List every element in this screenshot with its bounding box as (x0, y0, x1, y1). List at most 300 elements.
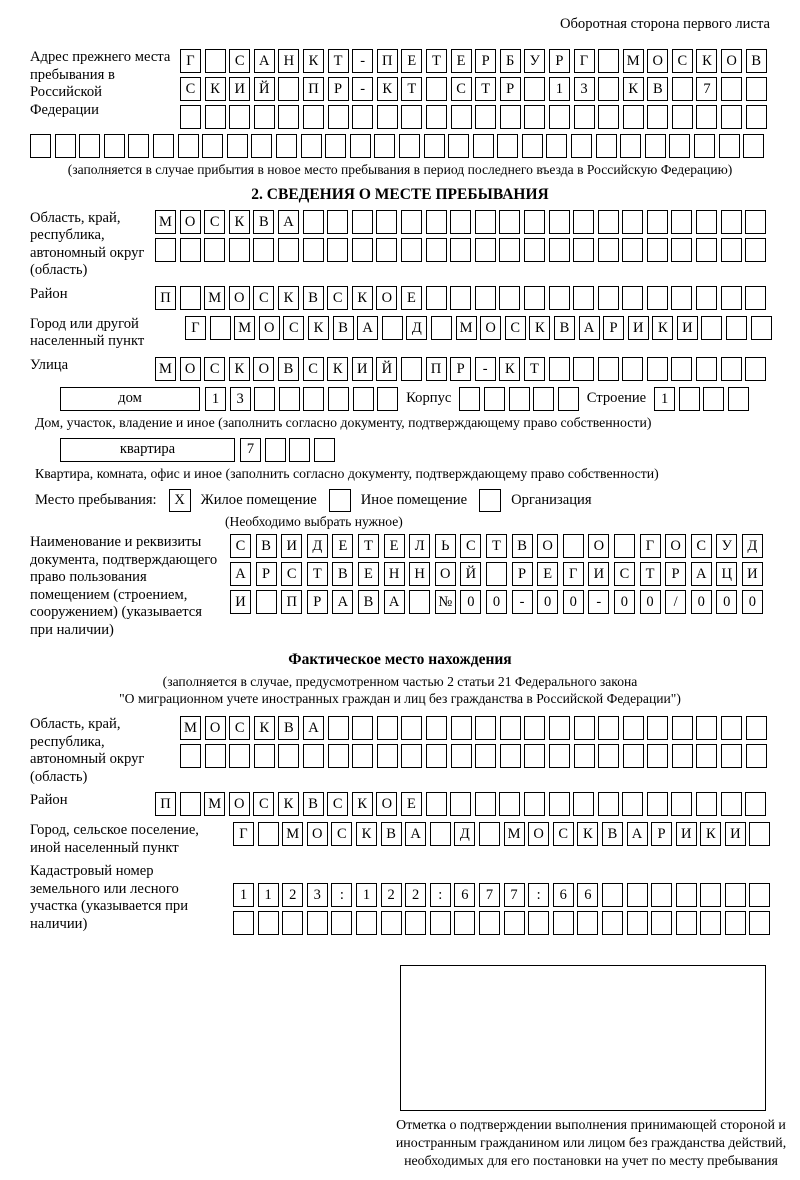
char-box[interactable] (602, 911, 623, 935)
char-box[interactable] (256, 590, 277, 614)
char-box[interactable]: К (356, 822, 377, 846)
char-box[interactable] (325, 134, 346, 158)
char-box[interactable]: Р (603, 316, 624, 340)
char-box[interactable] (497, 134, 518, 158)
char-box[interactable]: С (451, 77, 472, 101)
char-box[interactable] (558, 387, 579, 411)
char-box[interactable] (450, 792, 471, 816)
char-box[interactable]: П (377, 49, 398, 73)
char-box[interactable] (721, 77, 742, 101)
char-box[interactable]: А (384, 590, 405, 614)
char-box[interactable]: Ц (716, 562, 737, 586)
char-box[interactable]: В (554, 316, 575, 340)
char-box[interactable] (424, 134, 445, 158)
char-box[interactable]: 3 (574, 77, 595, 101)
char-box[interactable] (574, 105, 595, 129)
char-box[interactable] (450, 210, 471, 234)
char-box[interactable]: К (278, 286, 299, 310)
char-box[interactable] (524, 105, 545, 129)
char-box[interactable]: Р (256, 562, 277, 586)
char-box[interactable] (180, 105, 201, 129)
char-box[interactable]: А (303, 716, 324, 740)
char-box[interactable]: С (230, 534, 251, 558)
char-box[interactable]: А (278, 210, 299, 234)
char-box[interactable]: - (352, 49, 373, 73)
char-box[interactable] (721, 210, 742, 234)
char-box[interactable]: - (512, 590, 533, 614)
char-box[interactable]: А (627, 822, 648, 846)
char-box[interactable] (278, 238, 299, 262)
char-box[interactable]: О (537, 534, 558, 558)
char-box[interactable] (409, 590, 430, 614)
char-box[interactable] (596, 134, 617, 158)
char-box[interactable]: И (628, 316, 649, 340)
char-box[interactable]: Г (574, 49, 595, 73)
char-box[interactable]: Н (384, 562, 405, 586)
char-box[interactable]: О (528, 822, 549, 846)
char-box[interactable]: М (234, 316, 255, 340)
char-box[interactable]: 1 (549, 77, 570, 101)
residential-checkbox[interactable]: X (169, 489, 191, 512)
char-box[interactable] (614, 534, 635, 558)
char-box[interactable]: С (180, 77, 201, 101)
char-box[interactable]: С (229, 49, 250, 73)
char-box[interactable]: 3 (307, 883, 328, 907)
char-box[interactable] (426, 716, 447, 740)
char-box[interactable] (671, 210, 692, 234)
char-box[interactable] (251, 134, 272, 158)
char-box[interactable] (401, 357, 422, 381)
char-box[interactable]: Р (549, 49, 570, 73)
char-box[interactable] (352, 716, 373, 740)
char-box[interactable] (350, 134, 371, 158)
char-box[interactable] (479, 911, 500, 935)
char-box[interactable]: Й (376, 357, 397, 381)
char-box[interactable]: Е (384, 534, 405, 558)
char-box[interactable]: 0 (742, 590, 763, 614)
char-box[interactable]: О (376, 792, 397, 816)
char-box[interactable] (549, 286, 570, 310)
char-box[interactable] (381, 911, 402, 935)
organization-checkbox[interactable] (479, 489, 501, 512)
char-box[interactable] (289, 438, 310, 462)
char-box[interactable] (500, 105, 521, 129)
char-box[interactable]: К (499, 357, 520, 381)
char-box[interactable]: 1 (233, 883, 254, 907)
char-box[interactable] (303, 105, 324, 129)
char-box[interactable]: Ь (435, 534, 456, 558)
char-box[interactable]: К (254, 716, 275, 740)
char-box[interactable] (671, 357, 692, 381)
char-box[interactable]: К (529, 316, 550, 340)
char-box[interactable]: В (381, 822, 402, 846)
char-box[interactable]: Р (512, 562, 533, 586)
char-box[interactable]: В (253, 210, 274, 234)
char-box[interactable] (459, 387, 480, 411)
char-box[interactable] (30, 134, 51, 158)
char-box[interactable] (258, 822, 279, 846)
char-box[interactable] (745, 238, 766, 262)
char-box[interactable] (751, 316, 772, 340)
char-box[interactable]: Д (307, 534, 328, 558)
char-box[interactable] (645, 134, 666, 158)
char-box[interactable]: О (180, 357, 201, 381)
char-box[interactable] (180, 792, 201, 816)
char-box[interactable]: Е (401, 49, 422, 73)
char-box[interactable] (278, 744, 299, 768)
char-box[interactable]: В (303, 286, 324, 310)
char-box[interactable]: К (696, 49, 717, 73)
char-box[interactable] (647, 744, 668, 768)
char-box[interactable] (258, 911, 279, 935)
char-box[interactable] (522, 134, 543, 158)
char-box[interactable]: О (229, 792, 250, 816)
char-box[interactable] (475, 744, 496, 768)
char-box[interactable] (352, 210, 373, 234)
char-box[interactable] (728, 387, 749, 411)
char-box[interactable]: Р (450, 357, 471, 381)
char-box[interactable]: У (716, 534, 737, 558)
char-box[interactable] (745, 792, 766, 816)
char-box[interactable] (745, 357, 766, 381)
char-box[interactable]: В (278, 716, 299, 740)
char-box[interactable] (622, 238, 643, 262)
char-box[interactable]: О (721, 49, 742, 73)
char-box[interactable]: А (357, 316, 378, 340)
char-box[interactable]: Т (486, 534, 507, 558)
char-box[interactable] (721, 286, 742, 310)
char-box[interactable] (598, 77, 619, 101)
char-box[interactable] (484, 387, 505, 411)
char-box[interactable] (725, 911, 746, 935)
char-box[interactable]: К (377, 77, 398, 101)
char-box[interactable]: О (588, 534, 609, 558)
char-box[interactable] (356, 911, 377, 935)
char-box[interactable] (377, 716, 398, 740)
char-box[interactable] (746, 716, 767, 740)
char-box[interactable]: И (677, 316, 698, 340)
char-box[interactable] (598, 49, 619, 73)
char-box[interactable] (448, 134, 469, 158)
char-box[interactable] (524, 744, 545, 768)
char-box[interactable] (746, 77, 767, 101)
char-box[interactable] (204, 238, 225, 262)
char-box[interactable]: А (254, 49, 275, 73)
char-box[interactable] (647, 792, 668, 816)
char-box[interactable] (573, 210, 594, 234)
char-box[interactable] (696, 792, 717, 816)
char-box[interactable] (180, 238, 201, 262)
char-box[interactable]: Р (500, 77, 521, 101)
char-box[interactable] (475, 286, 496, 310)
char-box[interactable] (671, 792, 692, 816)
char-box[interactable]: О (229, 286, 250, 310)
char-box[interactable] (549, 210, 570, 234)
char-box[interactable] (745, 210, 766, 234)
char-box[interactable]: / (665, 590, 686, 614)
char-box[interactable] (401, 716, 422, 740)
char-box[interactable]: 7 (504, 883, 525, 907)
char-box[interactable] (719, 134, 740, 158)
char-box[interactable]: П (155, 286, 176, 310)
char-box[interactable] (549, 716, 570, 740)
char-box[interactable]: Е (332, 534, 353, 558)
char-box[interactable] (672, 77, 693, 101)
char-box[interactable] (401, 105, 422, 129)
char-box[interactable]: И (742, 562, 763, 586)
char-box[interactable] (278, 77, 299, 101)
char-box[interactable]: С (283, 316, 304, 340)
char-box[interactable] (303, 210, 324, 234)
char-box[interactable] (377, 105, 398, 129)
char-box[interactable]: О (180, 210, 201, 234)
char-box[interactable]: Е (401, 286, 422, 310)
char-box[interactable]: 0 (563, 590, 584, 614)
char-box[interactable] (399, 134, 420, 158)
char-box[interactable] (451, 105, 472, 129)
char-box[interactable]: Г (640, 534, 661, 558)
char-box[interactable]: М (155, 210, 176, 234)
char-box[interactable] (725, 883, 746, 907)
char-box[interactable]: 6 (577, 883, 598, 907)
char-box[interactable] (573, 286, 594, 310)
char-box[interactable]: В (303, 792, 324, 816)
char-box[interactable]: С (303, 357, 324, 381)
char-box[interactable] (479, 822, 500, 846)
char-box[interactable] (426, 744, 447, 768)
char-box[interactable] (426, 77, 447, 101)
char-box[interactable]: - (588, 590, 609, 614)
char-box[interactable] (549, 238, 570, 262)
char-box[interactable]: М (504, 822, 525, 846)
char-box[interactable] (205, 105, 226, 129)
char-box[interactable] (700, 883, 721, 907)
char-box[interactable] (743, 134, 764, 158)
char-box[interactable] (696, 716, 717, 740)
char-box[interactable] (669, 134, 690, 158)
char-box[interactable] (426, 238, 447, 262)
char-box[interactable]: 6 (553, 883, 574, 907)
char-box[interactable]: К (205, 77, 226, 101)
char-box[interactable]: М (180, 716, 201, 740)
char-box[interactable] (486, 562, 507, 586)
char-box[interactable] (651, 883, 672, 907)
char-box[interactable] (430, 822, 451, 846)
char-box[interactable]: Р (665, 562, 686, 586)
char-box[interactable]: 7 (479, 883, 500, 907)
char-box[interactable] (278, 105, 299, 129)
char-box[interactable] (749, 822, 770, 846)
char-box[interactable]: Т (475, 77, 496, 101)
char-box[interactable]: Й (460, 562, 481, 586)
char-box[interactable]: Е (358, 562, 379, 586)
char-box[interactable] (524, 238, 545, 262)
char-box[interactable] (303, 238, 324, 262)
char-box[interactable]: Р (307, 590, 328, 614)
char-box[interactable] (553, 911, 574, 935)
char-box[interactable] (328, 716, 349, 740)
char-box[interactable] (475, 238, 496, 262)
char-box[interactable] (328, 387, 349, 411)
char-box[interactable]: К (652, 316, 673, 340)
char-box[interactable]: М (204, 792, 225, 816)
char-box[interactable] (672, 744, 693, 768)
char-box[interactable] (651, 911, 672, 935)
char-box[interactable] (426, 286, 447, 310)
char-box[interactable] (696, 238, 717, 262)
char-box[interactable] (229, 105, 250, 129)
char-box[interactable] (55, 134, 76, 158)
char-box[interactable]: С (204, 357, 225, 381)
char-box[interactable]: А (332, 590, 353, 614)
char-box[interactable] (573, 357, 594, 381)
char-box[interactable]: Т (524, 357, 545, 381)
char-box[interactable]: В (332, 562, 353, 586)
char-box[interactable] (574, 744, 595, 768)
char-box[interactable]: В (602, 822, 623, 846)
char-box[interactable]: Б (500, 49, 521, 73)
char-box[interactable] (301, 134, 322, 158)
char-box[interactable] (721, 238, 742, 262)
char-box[interactable] (153, 134, 174, 158)
char-box[interactable] (205, 49, 226, 73)
char-box[interactable] (696, 105, 717, 129)
char-box[interactable]: А (691, 562, 712, 586)
char-box[interactable]: 6 (454, 883, 475, 907)
char-box[interactable] (352, 744, 373, 768)
char-box[interactable] (598, 357, 619, 381)
char-box[interactable] (623, 716, 644, 740)
char-box[interactable] (328, 744, 349, 768)
char-box[interactable]: Т (426, 49, 447, 73)
char-box[interactable] (524, 210, 545, 234)
char-box[interactable]: И (230, 590, 251, 614)
other-premises-checkbox[interactable] (329, 489, 351, 512)
char-box[interactable]: И (725, 822, 746, 846)
char-box[interactable] (426, 210, 447, 234)
char-box[interactable] (233, 911, 254, 935)
char-box[interactable] (533, 387, 554, 411)
char-box[interactable] (128, 134, 149, 158)
char-box[interactable] (746, 744, 767, 768)
char-box[interactable] (353, 387, 374, 411)
char-box[interactable]: О (253, 357, 274, 381)
char-box[interactable] (401, 744, 422, 768)
char-box[interactable] (524, 792, 545, 816)
char-box[interactable]: С (253, 792, 274, 816)
char-box[interactable]: Г (563, 562, 584, 586)
char-box[interactable] (672, 716, 693, 740)
char-box[interactable]: Р (328, 77, 349, 101)
char-box[interactable]: 0 (486, 590, 507, 614)
char-box[interactable] (573, 238, 594, 262)
char-box[interactable]: И (676, 822, 697, 846)
char-box[interactable]: О (259, 316, 280, 340)
char-box[interactable] (377, 744, 398, 768)
char-box[interactable]: С (281, 562, 302, 586)
char-box[interactable] (327, 210, 348, 234)
char-box[interactable]: 7 (240, 438, 261, 462)
char-box[interactable] (627, 911, 648, 935)
char-box[interactable] (746, 105, 767, 129)
char-box[interactable] (451, 716, 472, 740)
char-box[interactable] (331, 911, 352, 935)
char-box[interactable] (473, 134, 494, 158)
char-box[interactable]: М (282, 822, 303, 846)
char-box[interactable] (672, 105, 693, 129)
char-box[interactable]: 2 (381, 883, 402, 907)
char-box[interactable] (563, 534, 584, 558)
char-box[interactable] (374, 134, 395, 158)
char-box[interactable]: - (475, 357, 496, 381)
char-box[interactable] (524, 286, 545, 310)
char-box[interactable]: 0 (614, 590, 635, 614)
char-box[interactable]: О (435, 562, 456, 586)
char-box[interactable] (454, 911, 475, 935)
char-box[interactable]: У (524, 49, 545, 73)
char-box[interactable]: 0 (716, 590, 737, 614)
char-box[interactable] (178, 134, 199, 158)
char-box[interactable] (622, 210, 643, 234)
char-box[interactable] (303, 744, 324, 768)
char-box[interactable]: С (229, 716, 250, 740)
char-box[interactable]: Т (401, 77, 422, 101)
char-box[interactable] (602, 883, 623, 907)
char-box[interactable]: 2 (282, 883, 303, 907)
char-box[interactable]: Г (185, 316, 206, 340)
char-box[interactable] (721, 357, 742, 381)
char-box[interactable] (721, 744, 742, 768)
char-box[interactable] (549, 357, 570, 381)
char-box[interactable] (598, 716, 619, 740)
char-box[interactable] (155, 238, 176, 262)
char-box[interactable]: В (333, 316, 354, 340)
char-box[interactable] (475, 210, 496, 234)
char-box[interactable] (499, 238, 520, 262)
char-box[interactable]: Т (640, 562, 661, 586)
char-box[interactable] (509, 387, 530, 411)
char-box[interactable]: Д (406, 316, 427, 340)
char-box[interactable]: А (405, 822, 426, 846)
char-box[interactable] (694, 134, 715, 158)
char-box[interactable]: С (460, 534, 481, 558)
char-box[interactable] (623, 744, 644, 768)
char-box[interactable] (598, 105, 619, 129)
char-box[interactable]: Д (454, 822, 475, 846)
char-box[interactable] (574, 716, 595, 740)
char-box[interactable]: 1 (205, 387, 226, 411)
char-box[interactable] (598, 744, 619, 768)
char-box[interactable]: В (278, 357, 299, 381)
char-box[interactable] (549, 744, 570, 768)
char-box[interactable]: О (205, 716, 226, 740)
char-box[interactable] (524, 716, 545, 740)
char-box[interactable] (500, 744, 521, 768)
char-box[interactable] (499, 210, 520, 234)
char-box[interactable] (180, 286, 201, 310)
char-box[interactable]: № (435, 590, 456, 614)
char-box[interactable] (431, 316, 452, 340)
char-box[interactable]: С (253, 286, 274, 310)
char-box[interactable]: И (281, 534, 302, 558)
char-box[interactable] (475, 792, 496, 816)
char-box[interactable] (254, 744, 275, 768)
char-box[interactable]: 1 (258, 883, 279, 907)
char-box[interactable]: 0 (640, 590, 661, 614)
char-box[interactable]: К (352, 286, 373, 310)
char-box[interactable]: Т (328, 49, 349, 73)
char-box[interactable]: : (528, 883, 549, 907)
